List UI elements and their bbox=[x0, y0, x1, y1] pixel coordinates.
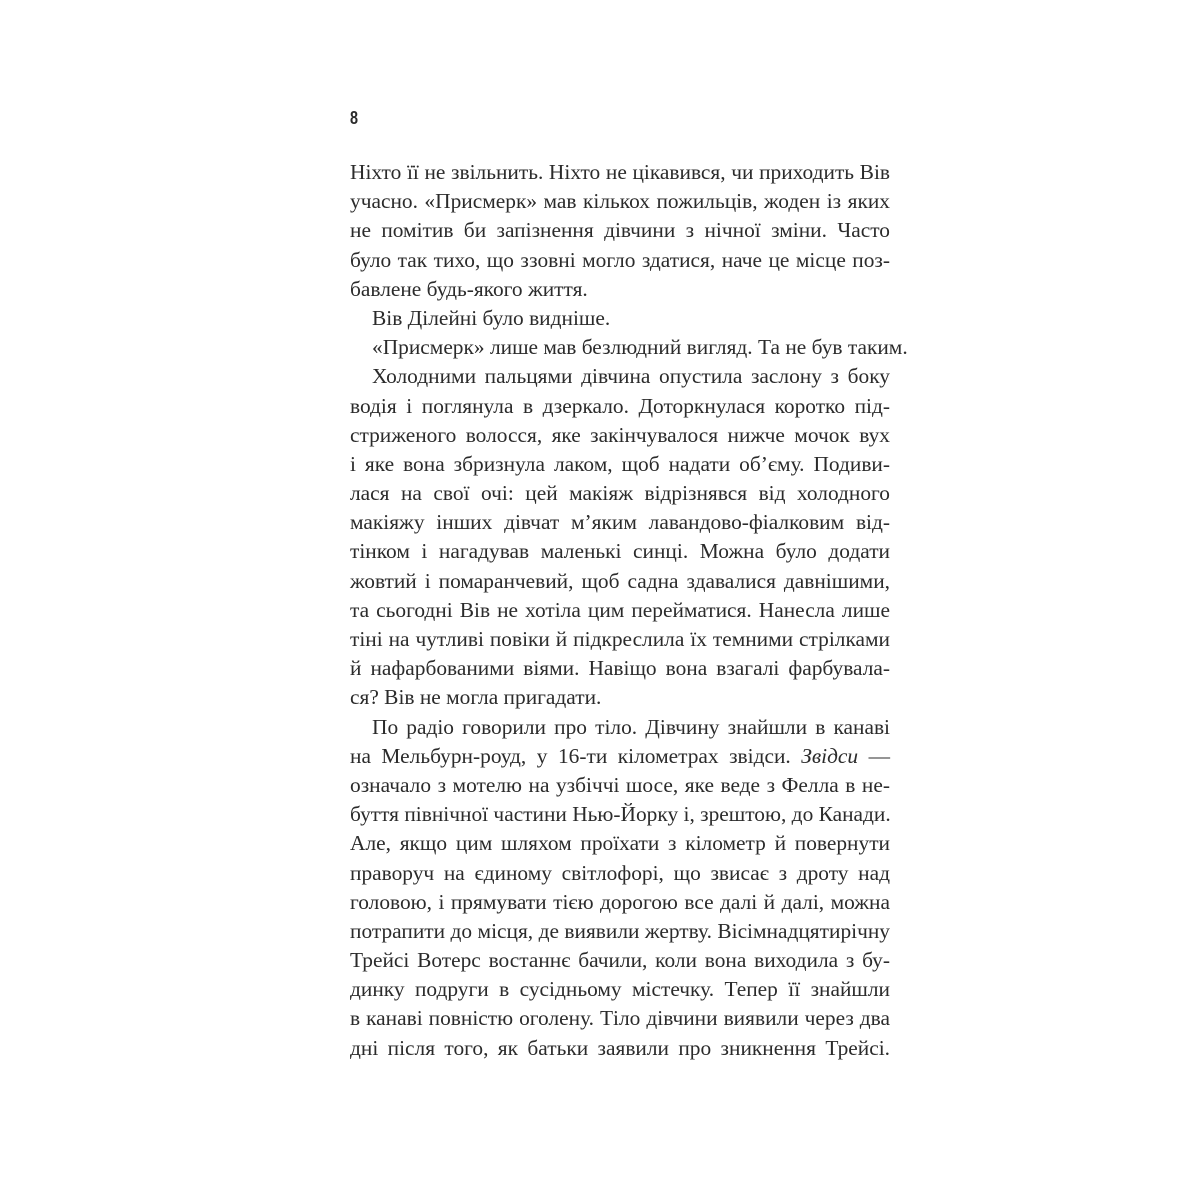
text-line: По радіо говорили про тіло. Дівчину знайшли в канаві bbox=[372, 714, 890, 739]
text-line: тінком і нагадував маленькі синці. Можна було додати bbox=[350, 539, 890, 564]
text-line: і яке вона збризнула лаком, щоб надати об’єму. Подиви- bbox=[350, 451, 890, 476]
text-line: не помітив би запізнення дівчини з нічної зміни. Часто bbox=[350, 218, 890, 243]
text-line: учасно. «Присмерк» мав кількох пожильців, жоден із яких bbox=[350, 189, 890, 214]
text-line: Вів Ділейні було видніше. bbox=[372, 305, 611, 330]
text-line: Ніхто її не звільнить. Ніхто не цікавився, чи приходить Вів bbox=[350, 160, 890, 184]
text-line: дні після того, як батьки заявили про зникнення Трейсі. bbox=[350, 1035, 890, 1060]
text-line: означало з мотелю на узбіччі шосе, яке веде з Фелла в не- bbox=[350, 772, 890, 797]
text-line: «Присмерк» лише мав безлюдний вигляд. Та не був таким. bbox=[372, 335, 908, 360]
text-segment: на Мельбурн-роуд, у 16-ти кілометрах звідси. bbox=[350, 743, 802, 768]
text-line: макіяжу інших дівчат м’яким лавандово-фіалковим від- bbox=[350, 510, 890, 535]
italic-emphasis: Звідси bbox=[801, 743, 859, 768]
text-line: потрапити до місця, де виявили жертву. Вісімнадцятирічну bbox=[350, 918, 890, 943]
text-line: Холодними пальцями дівчина опустила заслону з боку bbox=[372, 364, 890, 389]
text-line: буття північної частини Нью-Йорку і, зрештою, до Канади. bbox=[350, 802, 891, 827]
text-line: та сьогодні Вів не хотіла цим перейматися. Нанесла лише bbox=[350, 597, 890, 622]
text-line bbox=[350, 742, 890, 771]
page-number: 8 bbox=[350, 108, 359, 128]
text-line: ся? Вів не могла пригадати. bbox=[350, 685, 602, 710]
text-line: в канаві повністю оголену. Тіло дівчини виявили через два bbox=[350, 1006, 890, 1031]
text-line: Але, якщо цим шляхом проїхати з кілометр й повернути bbox=[350, 831, 890, 856]
text-line: було так тихо, що ззовні могло здатися, наче це місце поз- bbox=[350, 247, 890, 272]
text-line: тіні на чутливі повіки й підкреслила їх темними стрілками bbox=[350, 627, 890, 651]
text-line: Трейсі Вотерс востаннє бачили, коли вона виходила з бу- bbox=[350, 948, 890, 973]
text-segment: — bbox=[858, 743, 890, 768]
text-line: праворуч на єдиному світлофорі, що звисає з дроту над bbox=[350, 860, 890, 885]
text-line: динку подруги в сусідньому містечку. Тепер її знайшли bbox=[350, 977, 890, 1002]
text-line: стриженого волосся, яке закінчувалося нижче мочок вух bbox=[350, 422, 890, 447]
text-line: лася на свої очі: цей макіяж відрізнявся від холодного bbox=[350, 481, 890, 506]
text-line: й нафарбованими віями. Навіщо вона взагалі фарбувала- bbox=[350, 656, 890, 681]
text-line: бавлене будь-якого життя. bbox=[350, 276, 588, 301]
text-line: водія і поглянула в дзеркало. Доторкнулася коротко під- bbox=[350, 393, 890, 418]
text-line: жовтий і помаранчевий, щоб садна здавалися давнішими, bbox=[350, 568, 890, 593]
body-text bbox=[350, 158, 908, 1063]
text-line: головою, і прямувати тією дорогою все далі й далі, можна bbox=[350, 889, 890, 914]
